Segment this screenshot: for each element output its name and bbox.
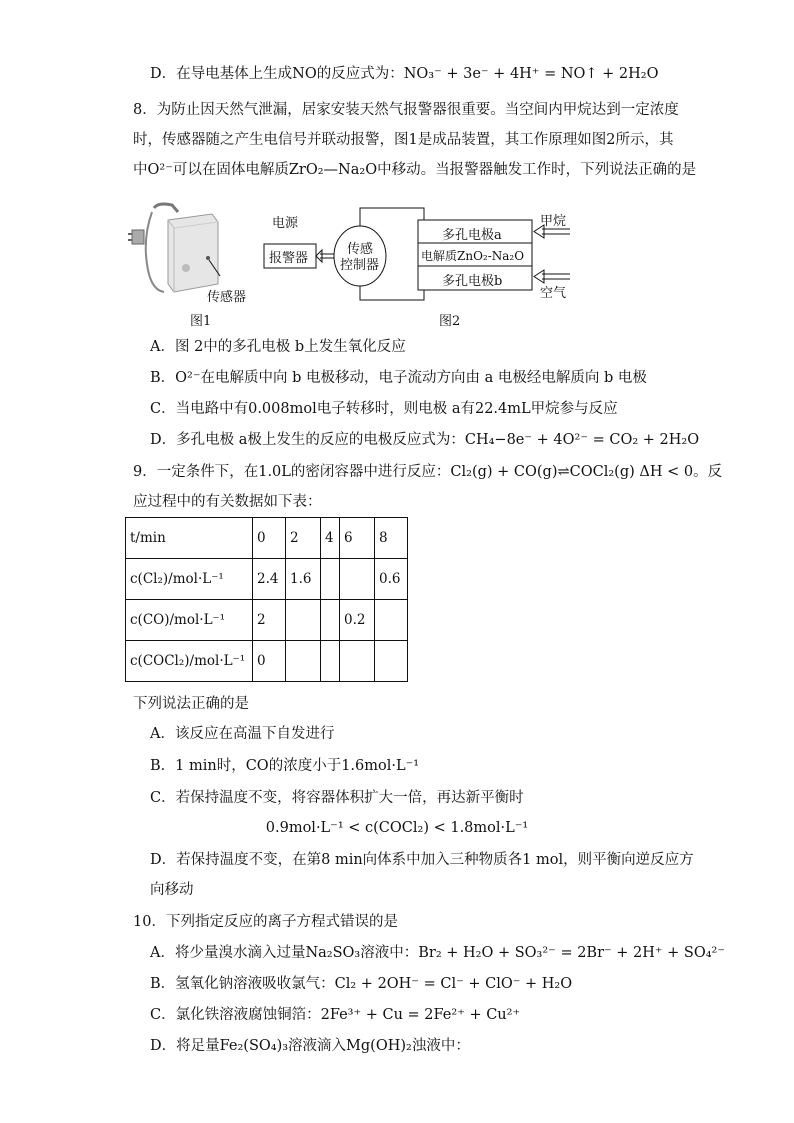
q8-option-a: A．图 2中的多孔电极 b上发生氧化反应	[150, 339, 406, 355]
electrode-b-label: 多孔电极b	[442, 274, 503, 289]
electrode-a-label: 多孔电极a	[442, 228, 502, 243]
table-cell: c(Cl₂)/mol·L⁻¹	[126, 559, 253, 600]
electrolyte-label: 电解质ZnO₂-Na₂O	[421, 249, 525, 263]
q8-figure	[124, 200, 584, 330]
table-cell: 0	[253, 641, 286, 682]
table-header-cell: 2	[286, 518, 321, 559]
q8-option-b: B．O²⁻在电解质中向 b 电极移动，电子流动方向由 a 电极经电解质向 b 电极	[150, 370, 647, 386]
table-header-cell: 6	[340, 518, 375, 559]
q9-data-table	[125, 517, 408, 682]
table-cell: 2	[253, 600, 286, 641]
q9-option-a: A．该反应在高温下自发进行	[150, 726, 335, 742]
q8-option-c: C．当电路中有0.008mol电子转移时，则电极 a有22.4mL甲烷参与反应	[150, 401, 618, 417]
q9-option-c-formula: 0.9mol·L⁻¹ < c(COCl₂) < 1.8mol·L⁻¹	[265, 820, 529, 836]
table-cell	[375, 600, 408, 641]
q8-stem-line2: 时，传感器随之产生电信号并联动报警，图1是成品装置，其工作原理如图2所示，其	[133, 132, 674, 148]
table-header-row	[126, 518, 408, 559]
table-header-cell: 4	[321, 518, 340, 559]
fig2-caption: 图2	[439, 314, 461, 329]
q9-stem-line2: 应过程中的有关数据如下表：	[133, 494, 322, 510]
table-cell	[286, 600, 321, 641]
q10-option-c: C．氯化铁溶液腐蚀铜箔：2Fe³⁺ + Cu = 2Fe²⁺ + Cu²⁺	[150, 1007, 521, 1023]
q8-stem-line3: 中O²⁻可以在固体电解质ZrO₂—Na₂O中移动。当报警器触发工作时，下列说法正确的是	[133, 162, 697, 178]
table-header-cell: 0	[253, 518, 286, 559]
table-cell: 2.4	[253, 559, 286, 600]
q9-option-d-line2: 向移动	[150, 882, 194, 898]
table-cell	[375, 641, 408, 682]
q9-option-c: C．若保持温度不变，将容器体积扩大一倍，再达新平衡时	[150, 790, 524, 806]
q7-option-d: D．在导电基体上生成NO的反应式为：NO₃⁻ + 3e⁻ + 4H⁺ = NO↑ + 2H₂O	[150, 66, 659, 82]
table-cell	[340, 641, 375, 682]
q8-option-d: D．多孔电极 a极上发生的反应的电极反应式为：CH₄−8e⁻ + 4O²⁻ = CO₂ + 2H₂O	[150, 432, 700, 448]
q9-option-b: B．1 min时，CO的浓度小于1.6mol·L⁻¹	[150, 758, 420, 774]
controller-label-2: 控制器	[340, 258, 380, 273]
q9-prompt: 下列说法正确的是	[133, 696, 249, 712]
methane-label: 甲烷	[540, 214, 567, 229]
table-cell	[321, 600, 340, 641]
table-header-cell: 8	[375, 518, 408, 559]
table-header-cell: t/min	[126, 518, 253, 559]
q10-option-d: D．将足量Fe₂(SO₄)₃溶液滴入Mg(OH)₂浊液中：	[150, 1038, 470, 1054]
air-label: 空气	[540, 286, 567, 301]
table-cell: 1.6	[286, 559, 321, 600]
table-cell	[340, 559, 375, 600]
q10-option-a: A．将少量溴水滴入过量Na₂SO₃溶液中：Br₂ + H₂O + SO₃²⁻ = 2Br⁻ + 2H⁺ + SO₄²⁻	[150, 945, 726, 961]
power-label: 电源	[272, 216, 299, 231]
table-cell	[321, 559, 340, 600]
q9-stem-line1: 9．一定条件下，在1.0L的密闭容器中进行反应：Cl₂(g) + CO(g)⇌COCl₂(g) ΔH < 0。反	[133, 464, 723, 480]
table-cell: 0.2	[340, 600, 375, 641]
table-row	[126, 641, 408, 682]
table-row	[126, 600, 408, 641]
table-cell	[286, 641, 321, 682]
q8-stem-line1: 8．为防止因天然气泄漏，居家安装天然气报警器很重要。当空间内甲烷达到一定浓度	[133, 102, 679, 118]
q10-stem: 10．下列指定反应的离子方程式错误的是	[133, 914, 398, 930]
table-cell: c(CO)/mol·L⁻¹	[126, 600, 253, 641]
table-cell	[321, 641, 340, 682]
q10-option-b: B．氢氧化钠溶液吸收氯气：Cl₂ + 2OH⁻ = Cl⁻ + ClO⁻ + H₂O	[150, 976, 573, 992]
table-row	[126, 559, 408, 600]
controller-label-1: 传感	[347, 242, 374, 257]
q9-option-d-line1: D．若保持温度不变，在第8 min向体系中加入三种物质各1 mol，则平衡向逆反应方	[150, 852, 694, 868]
alarm-label: 报警器	[269, 251, 309, 266]
alarm-device-image	[128, 204, 220, 292]
sensor-label: 传感器	[207, 290, 247, 305]
table-cell: c(COCl₂)/mol·L⁻¹	[126, 641, 253, 682]
fig1-caption: 图1	[190, 314, 212, 329]
table-cell: 0.6	[375, 559, 408, 600]
